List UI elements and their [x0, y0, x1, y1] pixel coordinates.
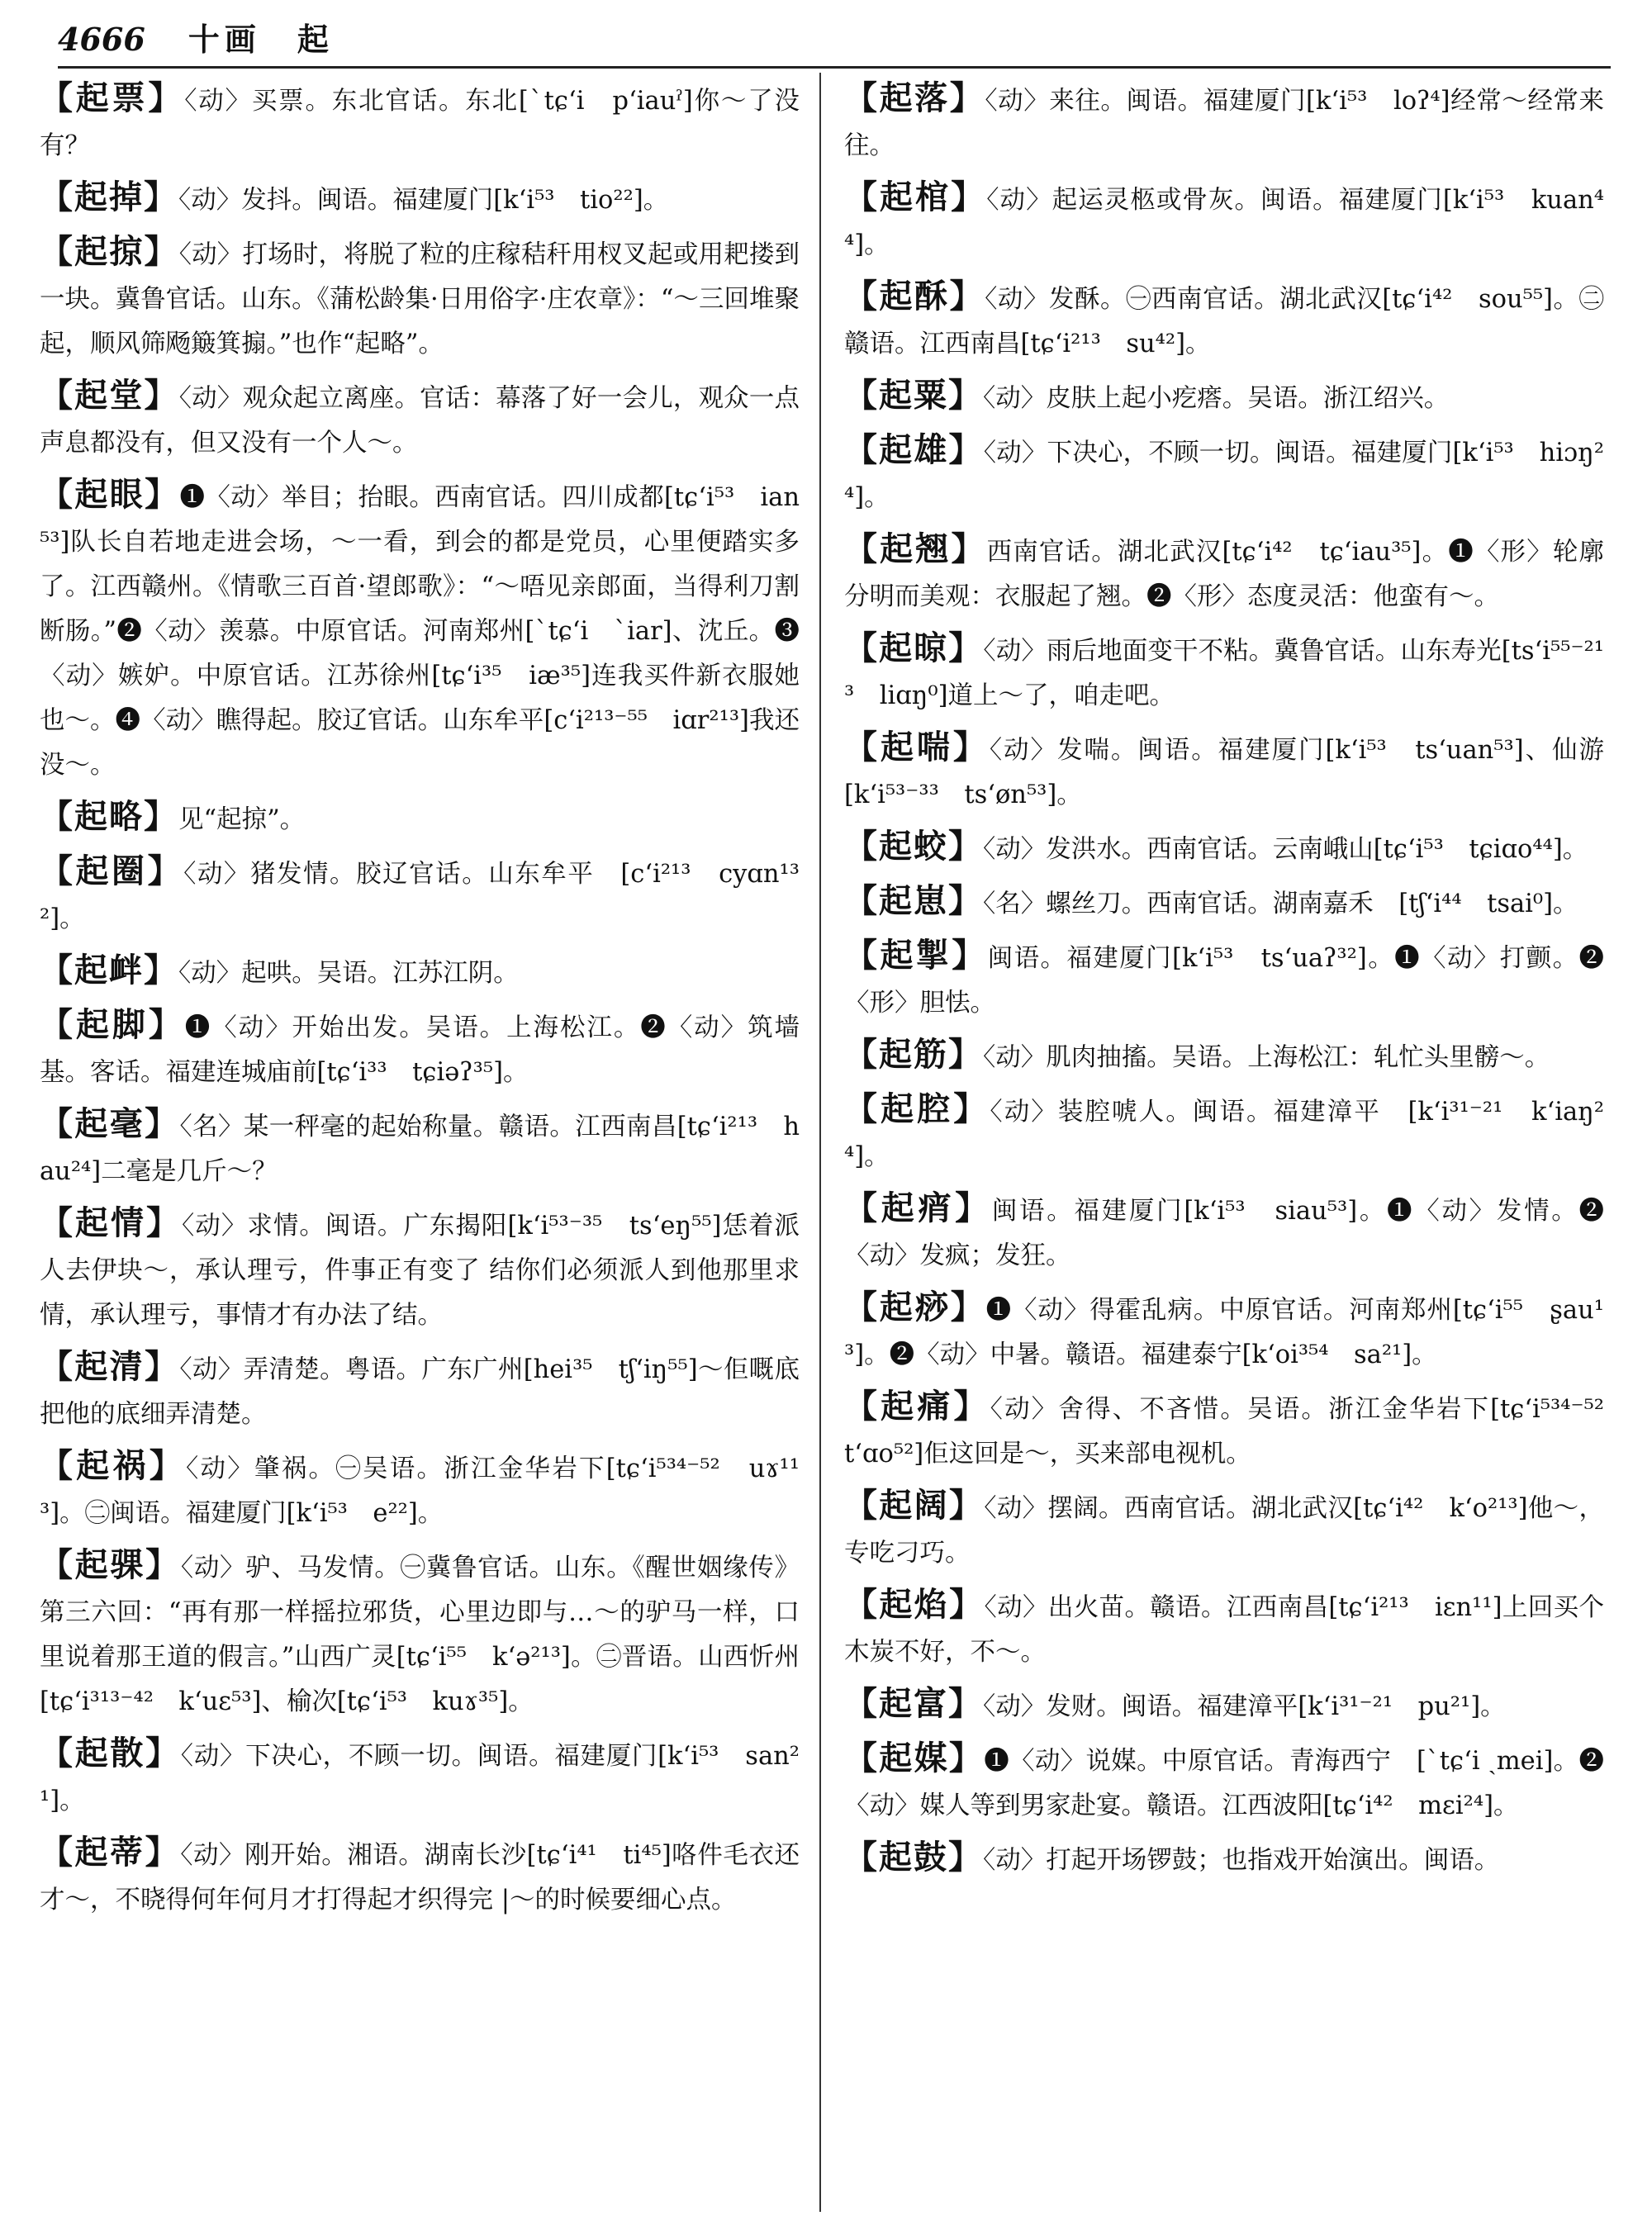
entry-definition: 西南官话。湖北武汉[tɕ‘i⁴² tɕ‘iau³⁵]。❶〈形〉轮廓分明而美观：衣服起了翘。❷〈形〉态度灵活：他蛮有～。 — [844, 538, 1605, 611]
dictionary-entry — [844, 527, 1604, 619]
entry-headword: 【起蒂】 — [40, 1833, 181, 1872]
entry-definition: 〈动〉求情。闽语。广东揭阳[k‘i⁵³⁻³⁵ ts‘eŋ⁵⁵]恁着派人去伊块～，承认理亏，件事正有变了 结你们必须派人到他那里求情，承认理亏，事情才有办法了结。 — [40, 1212, 800, 1330]
entry-headword: 【起棺】 — [844, 178, 987, 216]
entry-definition: 〈动〉肇祸。㊀吴语。浙江金华岩下[tɕ‘i⁵³⁴⁻⁵² uɤ¹¹³]。㊁闽语。福建厦门[k‘i⁵³ e²²]。 — [40, 1454, 800, 1528]
dictionary-entry — [844, 1483, 1604, 1576]
entry-definition: 〈动〉肌肉抽搐。吴语。上海松江：轧忙头里髈～。 — [983, 1043, 1550, 1072]
dictionary-entry — [40, 795, 800, 842]
dictionary-entry — [844, 1582, 1604, 1675]
entry-headword: 【起痛】 — [844, 1387, 990, 1426]
dictionary-entry — [844, 1285, 1604, 1378]
entry-headword: 【起衅】 — [40, 951, 178, 989]
entry-definition: 〈动〉弄清楚。粤语。广东广州[hei³⁵ tʃ‘iŋ⁵⁵]～佢嘅底把他的底细弄清楚。 — [40, 1355, 800, 1429]
entry-definition: 〈动〉发抖。闽语。福建厦门[k‘i⁵³ tio²²]。 — [178, 186, 669, 215]
entry-definition: 〈动〉发酥。㊀西南官话。湖北武汉[tɕ‘i⁴² sou⁵⁵]。㊁赣语。江西南昌[tɕ‘i²¹³ su⁴²]。 — [844, 285, 1605, 358]
dictionary-entry — [40, 948, 800, 996]
dictionary-entry — [844, 373, 1604, 421]
entry-headword: 【起富】 — [844, 1684, 983, 1723]
entry-headword: 【起酥】 — [844, 277, 985, 316]
entry-definition: 〈名〉螺丝刀。西南官话。湖南嘉禾 [tʃ‘i⁴⁴ tsai⁰]。 — [983, 890, 1578, 918]
entry-headword: 【起腔】 — [844, 1089, 990, 1128]
entry-headword: 【起崽】 — [844, 881, 983, 920]
page-header — [58, 15, 1594, 64]
entry-headword: 【起掉】 — [40, 178, 178, 216]
entry-headword: 【起媒】 — [844, 1739, 985, 1777]
entry-definition: 〈动〉装腔唬人。闽语。福建漳平 [k‘i³¹⁻²¹ k‘iaŋ²⁴]。 — [844, 1098, 1605, 1171]
dictionary-entry — [844, 1186, 1604, 1279]
entry-headword: 【起清】 — [40, 1347, 180, 1386]
dictionary-entry — [40, 1345, 800, 1437]
entry-headword: 【起散】 — [40, 1734, 181, 1772]
dictionary-entry — [40, 1543, 800, 1725]
dictionary-entry — [844, 1682, 1604, 1729]
entry-definition: 〈动〉发洪水。西南官话。云南峨山[tɕ‘i⁵³ tɕiɑo⁴⁴]。 — [983, 835, 1588, 864]
entry-definition: 〈动〉发喘。闽语。福建厦门[k‘i⁵³ ts‘uan⁵³]、仙游[k‘i⁵³⁻³³ ts‘øn⁵³]。 — [844, 736, 1604, 809]
right-column — [844, 76, 1630, 2215]
dictionary-entry — [844, 879, 1604, 927]
dictionary-entry — [844, 933, 1604, 1026]
dictionary-entry — [844, 274, 1604, 367]
dictionary-entry — [40, 1444, 800, 1536]
entry-definition: 〈动〉观众起立离座。官话：幕落了好一会儿，观众一点声息都没有，但又没有一个人～。 — [40, 384, 800, 458]
dictionary-entry — [40, 1830, 800, 1923]
entry-definition: 〈动〉起哄。吴语。江苏江阴。 — [178, 959, 519, 988]
entry-definition: 见“起掠”。 — [178, 805, 306, 834]
dictionary-entry — [844, 725, 1604, 818]
entry-definition: 〈动〉皮肤上起小疙瘩。吴语。浙江绍兴。 — [983, 384, 1450, 413]
dictionary-entry — [844, 1835, 1604, 1883]
entry-headword: 【起掠】 — [40, 232, 179, 271]
dictionary-entry — [40, 76, 800, 168]
entry-headword: 【起脚】 — [40, 1005, 185, 1044]
entry-headword: 【起焰】 — [844, 1585, 985, 1624]
entry-headword: 【起翘】 — [844, 529, 987, 568]
entry-definition: ❶〈动〉开始出发。吴语。上海松江。❷〈动〉筑墙基。客话。福建连城庙前[tɕ‘i³³ tɕiəʔ³⁵]。 — [40, 1013, 800, 1087]
entry-headword: 【起略】 — [40, 797, 178, 836]
entry-headword: 【起祸】 — [40, 1446, 187, 1485]
page-number: 4666 — [58, 21, 145, 58]
dictionary-entry — [40, 1201, 800, 1338]
dictionary-entry — [40, 1731, 800, 1824]
dictionary-entry — [40, 175, 800, 223]
entry-definition: 〈动〉来往。闽语。福建厦门[k‘i⁵³ loʔ⁴]经常～经常来往。 — [844, 87, 1605, 160]
dictionary-entry — [40, 472, 800, 788]
dictionary-entry — [844, 76, 1604, 168]
dictionary-entry — [844, 824, 1604, 872]
dictionary-entry — [40, 1003, 800, 1095]
entry-headword: 【起晾】 — [844, 629, 984, 667]
entry-headword: 【起阔】 — [844, 1486, 985, 1525]
entry-definition: 〈名〉某一秤毫的起始称量。赣语。江西南昌[tɕ‘i²¹³ hau²⁴]二毫是几斤～？ — [40, 1113, 800, 1186]
entry-definition: 〈动〉下决心，不顾一切。闽语。福建厦门[k‘i⁵³ san²¹]。 — [40, 1742, 800, 1815]
entry-headword: 【起毫】 — [40, 1104, 180, 1143]
entry-definition: ❶〈动〉说媒。中原官话。青海西宁 [ˋtɕ‘i ˏmei]。❷〈动〉媒人等到男家赴宴。赣语。江西波阳[tɕ‘i⁴² mɛi²⁴]。 — [844, 1747, 1604, 1820]
entry-definition: 〈动〉发财。闽语。福建漳平[k‘i³¹⁻²¹ pu²¹]。 — [983, 1692, 1506, 1721]
entry-definition: 〈动〉摆阔。西南官话。湖北武汉[tɕ‘i⁴² k‘o²¹³]他～，专吃刁巧。 — [844, 1494, 1604, 1568]
entry-definition: 〈动〉刚开始。湘语。湖南长沙[tɕ‘i⁴¹ ti⁴⁵]咯件毛衣还才～，不晓得何年何月才打得起才织得完 |～的时候要细心点。 — [40, 1841, 800, 1914]
dictionary-entry — [844, 1384, 1630, 1477]
dictionary-entry — [844, 1032, 1604, 1080]
dictionary-entry — [844, 428, 1604, 520]
entry-headword: 【起雄】 — [844, 430, 984, 469]
left-column — [40, 76, 800, 2215]
entry-definition: 〈动〉舍得、不吝惜。吴语。浙江金华岩下[tɕ‘i⁵³⁴⁻⁵² t‘ɑo⁵²]佢这回是～，买来部电视机。 — [844, 1395, 1630, 1468]
entry-headword: 【起票】 — [40, 78, 185, 117]
entry-headword: 【起筋】 — [844, 1035, 983, 1074]
entry-headword: 【起粟】 — [844, 376, 983, 415]
entry-definition: 〈动〉买票。东北官话。东北[ˋtɕ‘i p‘iauˀ]你～了没有？ — [40, 87, 800, 160]
section-heading: 十画 起 — [188, 21, 334, 58]
dictionary-entry — [40, 373, 800, 466]
entry-headword: 【起痧】 — [844, 1288, 986, 1326]
entry-headword: 【起痟】 — [844, 1189, 992, 1227]
dictionary-entry — [844, 626, 1604, 719]
dictionary-entry — [844, 175, 1604, 268]
entry-headword: 【起眼】 — [40, 475, 180, 514]
entry-headword: 【起堂】 — [40, 376, 179, 415]
column-divider — [819, 73, 821, 2212]
entry-definition: 〈动〉出火苗。赣语。江西南昌[tɕ‘i²¹³ iɛn¹¹]上回买个木炭不好，不～。 — [844, 1593, 1605, 1667]
entry-definition: 〈动〉下决心，不顾一切。闽语。福建厦门[k‘i⁵³ hiɔŋ²⁴]。 — [844, 439, 1605, 512]
entry-headword: 【起蛟】 — [844, 827, 983, 866]
entry-headword: 【起骒】 — [40, 1545, 181, 1584]
entry-definition: 〈动〉打场时，将脱了粒的庄稼秸秆用杈叉起或用耙搂到一块。冀鲁官话。山东。《蒲松龄集·日用俗字·庄农章》：“～三回堆聚起，顺风筛飏簸箕搧。”也作“起略”。 — [40, 240, 800, 358]
dictionary-entry — [40, 849, 800, 942]
entry-definition: 闽语。福建厦门[k‘i⁵³ ts‘uaʔ³²]。❶〈动〉打颤。❷〈形〉胆怯。 — [844, 944, 1605, 1018]
entry-headword: 【起情】 — [40, 1203, 183, 1242]
entry-definition: 〈动〉猪发情。胶辽官话。山东牟平 [c‘i²¹³ cyɑn¹³²]。 — [40, 860, 800, 933]
entry-headword: 【起鼓】 — [844, 1838, 983, 1877]
entry-headword: 【起落】 — [844, 78, 985, 117]
entry-definition: ❶〈动〉得霍乱病。中原官话。河南郑州[tɕ‘i⁵⁵ ʂau¹³]。❷〈动〉中暑。赣语。福建泰宁[k‘oi³⁵⁴ sa²¹]。 — [844, 1296, 1604, 1369]
entry-definition: 闽语。福建厦门[k‘i⁵³ siau⁵³]。❶〈动〉发情。❷〈动〉发疯；发狂。 — [844, 1197, 1604, 1270]
dictionary-entry — [844, 1087, 1604, 1179]
entry-definition: 〈动〉起运灵柩或骨灰。闽语。福建厦门[k‘i⁵³ kuan⁴⁴]。 — [844, 186, 1604, 259]
entry-headword: 【起圈】 — [40, 852, 184, 890]
entry-definition: 〈动〉打起开场锣鼓；也指戏开始演出。闽语。 — [983, 1846, 1500, 1875]
entry-headword: 【起掣】 — [844, 936, 988, 975]
dictionary-entry — [844, 1736, 1604, 1829]
entry-headword: 【起喘】 — [844, 728, 990, 766]
entry-definition: 〈动〉雨后地面变干不粘。冀鲁官话。山东寿光[ts‘i⁵⁵⁻²¹³ liɑŋ⁰]道上～了，咱走吧。 — [844, 637, 1605, 710]
entry-definition: ❶〈动〉举目；抬眼。西南官话。四川成都[tɕ‘i⁵³ ian⁵³]队长自若地走进会场，～一看，到会的都是党员，心里便踏实多了。江西赣州。《情歌三百首·望郎歌》：“～唔见亲郎面，当得利刀割断肠。”❷〈动〉羡慕。中原官话。河南郑州[ˋtɕ‘i ˋiar]、沈丘。❸〈动〉嫉妒。中原官话。江苏徐州[tɕ‘i³⁵ iæ³⁵]连我买件新衣服她也～。❹〈动〉瞧得起。胶辽官话。山东牟平[c‘i²¹³⁻⁵⁵ iɑr²¹³]我还没～。 — [40, 483, 800, 780]
dictionary-entry — [40, 1102, 800, 1194]
header-rule — [58, 66, 1611, 69]
entry-definition: 〈动〉驴、马发情。㊀冀鲁官话。山东。《醒世姻缘传》第三六回：“再有那一样摇拉邪货，心里边即与…～的驴马一样，口里说着那王道的假言。”山西广灵[tɕ‘i⁵⁵ k‘ə²¹³]。㊁晋语。山西忻州[tɕ‘i³¹³⁻⁴² k‘uɛ⁵³]、榆次[tɕ‘i⁵³ kuɤ³⁵]。 — [40, 1554, 800, 1716]
dictionary-entry — [40, 230, 800, 367]
